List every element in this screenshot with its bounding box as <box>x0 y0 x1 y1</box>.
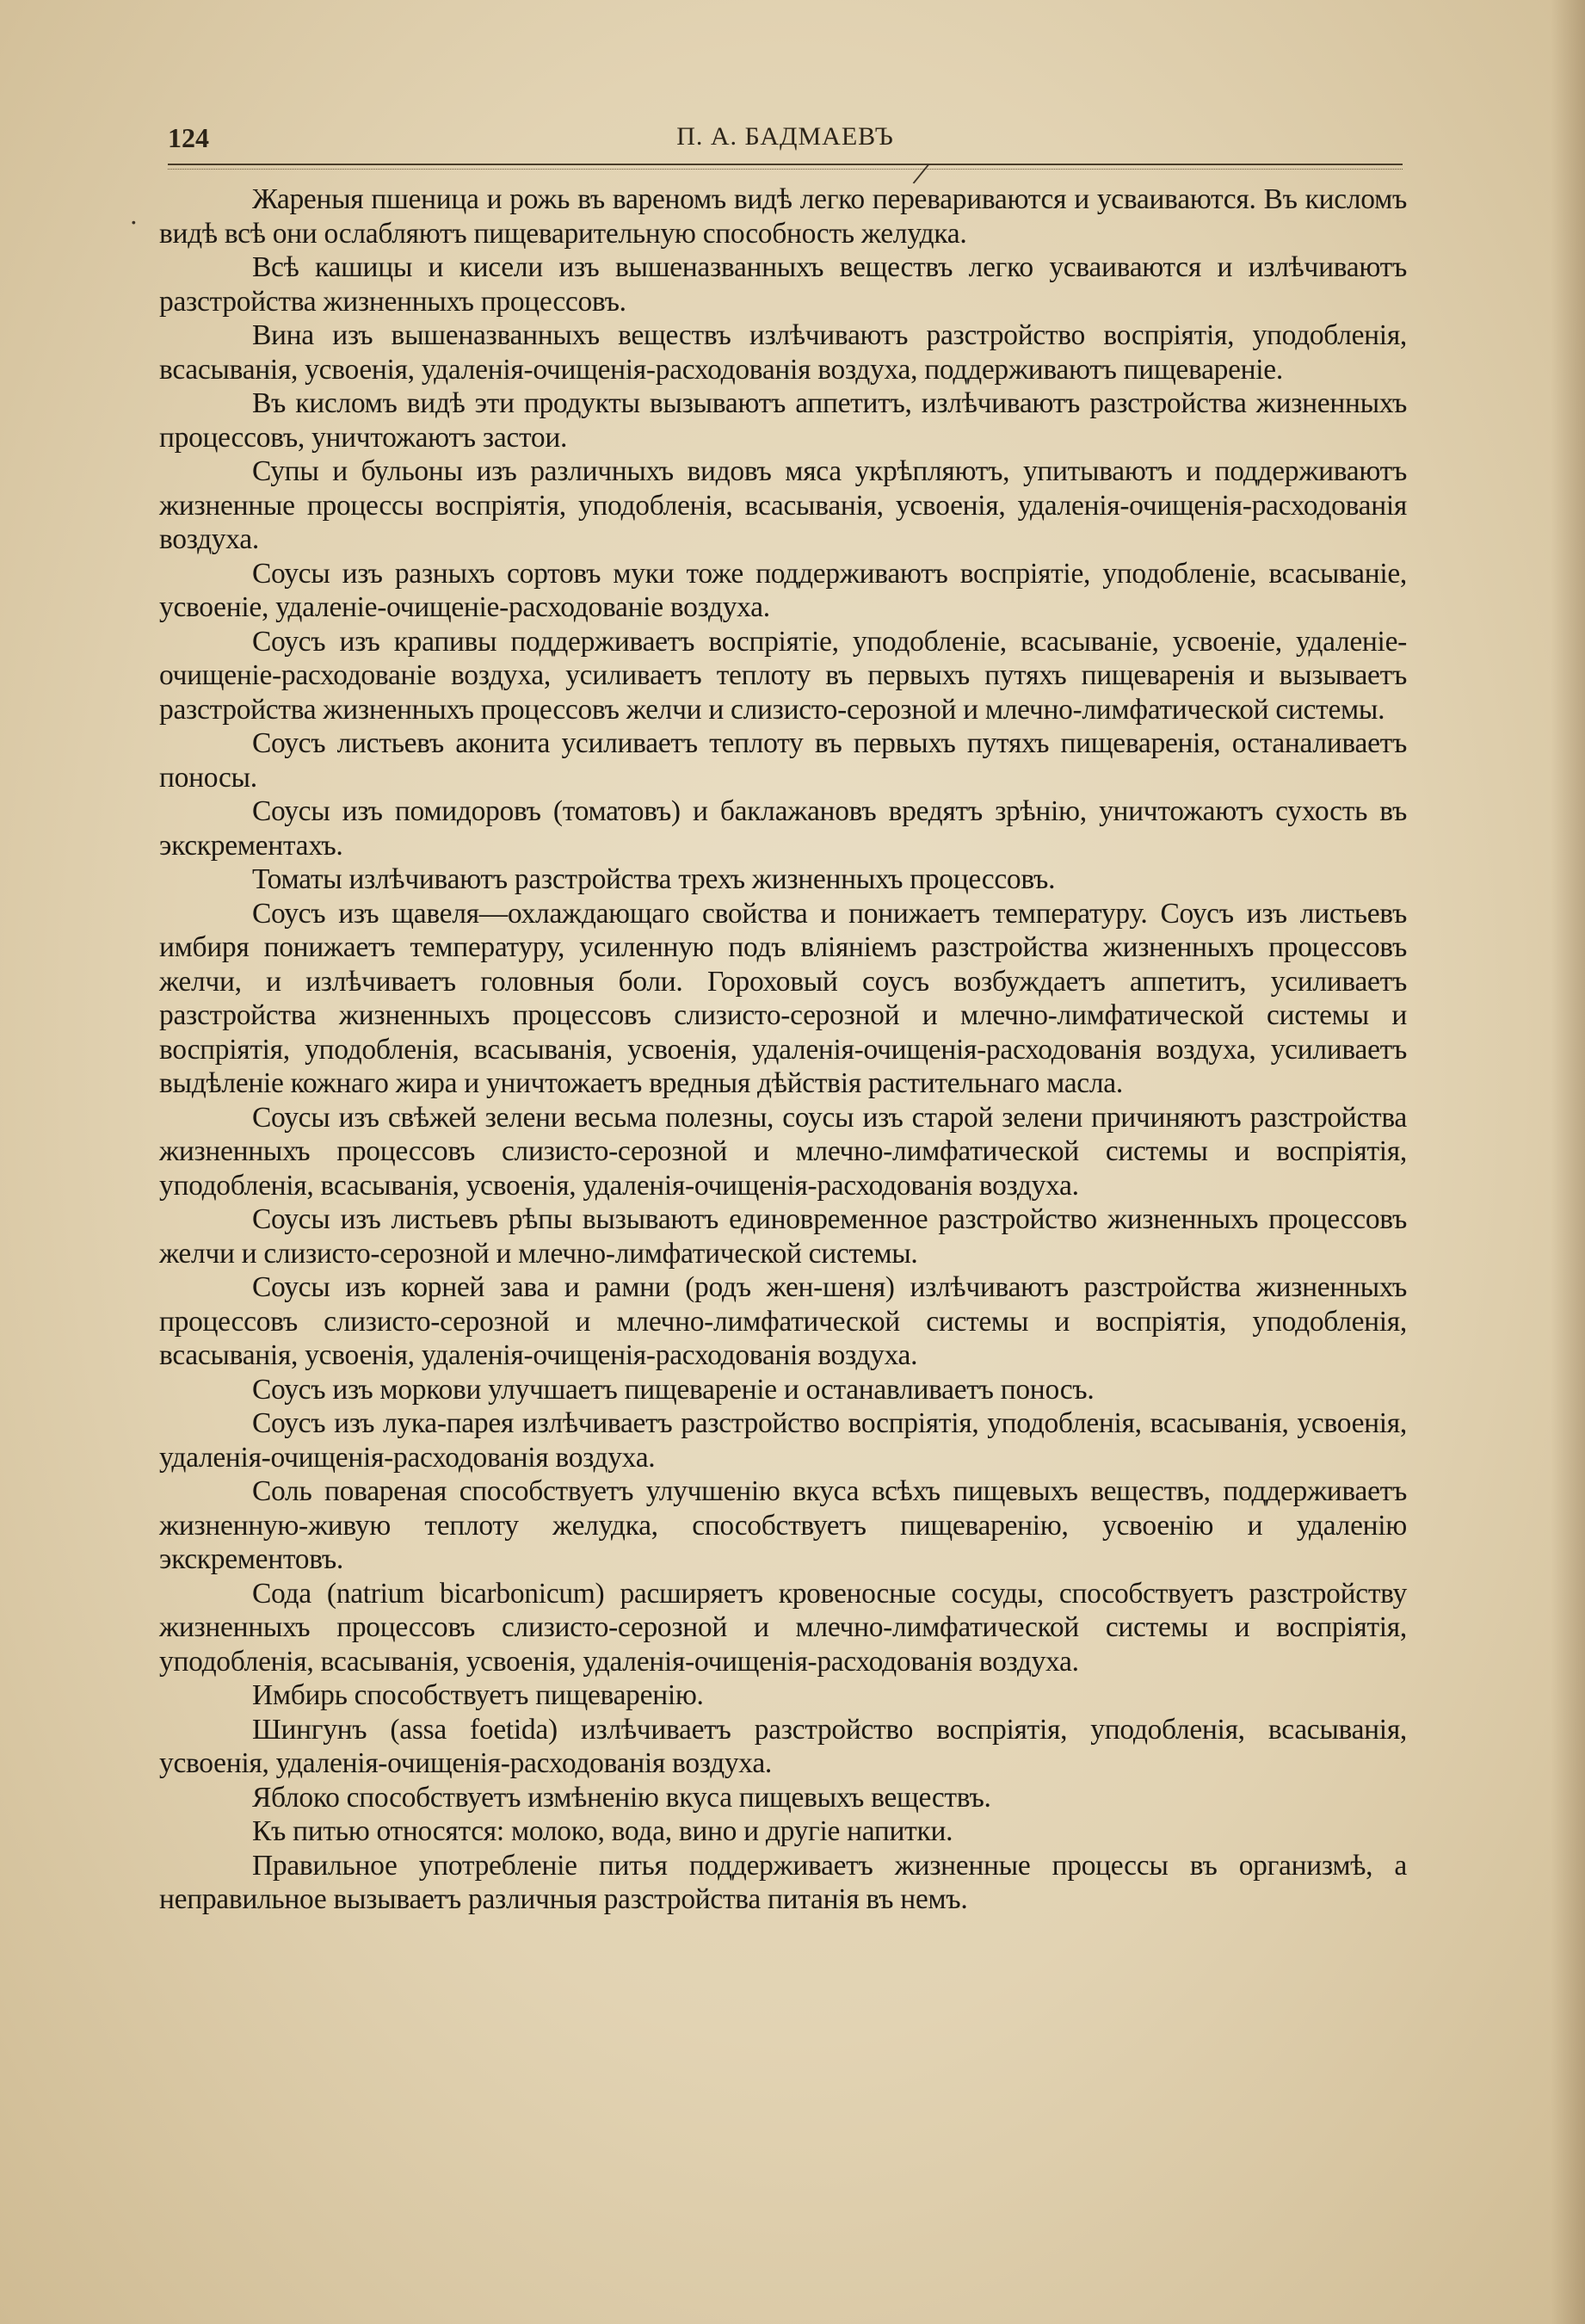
paragraph: Соль повареная способствуетъ улучшенію вкуса всѣхъ пищевыхъ веществъ, поддерживаетъ жизненную-живую теплоту желудка, способствуетъ пищеваренію, усвоенію и удаленію экскрементовъ. <box>159 1475 1407 1575</box>
pencil-mark: / <box>910 153 933 194</box>
paragraph: Соусъ изъ щавеля—охлаждающаго свойства и понижаетъ температуру. Соусъ изъ листьевъ имбиря понижаетъ температуру, усиленную подъ вліяніемъ разстройства жизненныхъ процессовъ желчи, и излѣчиваетъ головныя боли. Гороховый соусъ возбуждаетъ аппетитъ, усиливаетъ разстройства жизненныхъ процессовъ слизисто-серозной и млечно-лимфатической системы и воспріятія, уподобленія, всасыванія, усвоенія, удаленія-очищенія-расходованія воздуха, усиливаетъ выдѣленіе кожнаго жира и уничтожаетъ вредныя дѣйствія растительнаго масла. <box>159 897 1407 1099</box>
paragraph: Соусъ листьевъ аконита усиливаетъ теплоту въ первыхъ путяхъ пищеваренія, останаливаетъ поносы. <box>159 727 1407 794</box>
paragraph: Сода (natrium bicarbonicum) расширяетъ кровеносные сосуды, способствуетъ разстройству жизненныхъ процессовъ слизисто-серозной и млечно-лимфатической системы и воспріятія, уподобленія, всасыванія, усвоенія, удаленія-очищенія-расходованія воздуха. <box>159 1577 1407 1678</box>
paragraph: Соусы изъ разныхъ сортовъ муки тоже поддерживаютъ воспріятіе, уподобленіе, всасываніе, усвоеніе, удаленіе-очищеніе-расходованіе воздуха. <box>159 557 1407 623</box>
paragraph: Къ питью относятся: молоко, вода, вино и другіе напитки. <box>252 1815 953 1847</box>
paragraph: Имбирь способствуетъ пищеваренію. <box>252 1679 704 1711</box>
paragraph: Всѣ кашицы и кисели изъ вышеназванныхъ веществъ легко усваиваются и излѣчиваютъ разстройства жизненныхъ процессовъ. <box>159 251 1407 318</box>
paragraph: Вина изъ вышеназванныхъ веществъ излѣчиваютъ разстройство воспріятія, уподобленія, всасыванія, усвоенія, удаленія-очищенія-расходованія воздуха, поддерживаютъ пищевареніе. <box>159 319 1407 386</box>
page-number: 124 <box>168 122 209 153</box>
paragraph: Соусы изъ помидоровъ (томатовъ) и баклажановъ вредятъ зрѣнію, уничтожаютъ сухость въ экскрементахъ. <box>159 795 1407 862</box>
paragraph: Соусы изъ свѣжей зелени весьма полезны, соусы изъ старой зелени причиняютъ разстройства жизненныхъ процессовъ слизисто-серозной и млечно-лимфатической системы и воспріятія, уподобленія, всасыванія, усвоенія, удаленія-очищенія-расходованія воздуха. <box>159 1101 1407 1202</box>
paragraph: Яблоко способствуетъ измѣненію вкуса пищевыхъ веществъ. <box>252 1781 991 1814</box>
page-header <box>168 122 1403 160</box>
header-rule <box>168 164 1403 165</box>
header-rule-dotted <box>168 169 1403 170</box>
running-head: П. А. БАДМАЕВЪ <box>676 122 894 151</box>
paragraph: Шингунъ (assa foetida) излѣчиваетъ разстройство воспріятія, уподобленія, всасыванія, усвоенія, удаленія-очищенія-расходованія воздуха. <box>159 1713 1407 1779</box>
paragraph: Правильное употребленіе питья поддерживаетъ жизненные процессы въ организмѣ, а неправильное вызываетъ различныя разстройства питанія въ немъ. <box>159 1849 1407 1915</box>
paragraph: Соусъ изъ моркови улучшаетъ пищевареніе и останавливаетъ поносъ. <box>252 1373 1095 1406</box>
paragraph: Соусъ изъ крапивы поддерживаетъ воспріятіе, уподобленіе, всасываніе, усвоеніе, удаленіе-очищеніе-расходованіе воздуха, усиливаетъ теплоту въ первыхъ путяхъ пищеваренія и вызываетъ разстройства жизненныхъ процессовъ желчи и слизисто-серозной и млечно-лимфатической системы. <box>159 625 1407 726</box>
paragraph: Супы и бульоны изъ различныхъ видовъ мяса укрѣпляютъ, упитываютъ и поддерживаютъ жизненные процессы воспріятія, уподобленія, всасыванія, усвоенія, удаленія-очищенія-расходованія воздуха. <box>159 455 1407 555</box>
body-text <box>159 182 1407 1917</box>
paragraph: Соусы изъ листьевъ рѣпы вызываютъ единовременное разстройство жизненныхъ процессовъ желчи и слизисто-серозной и млечно-лимфатической системы. <box>159 1203 1407 1270</box>
paragraph: Соусы изъ корней зава и рамни (родъ жен-шеня) излѣчиваютъ разстройства жизненныхъ процессовъ слизисто-серозной и млечно-лимфатической системы и воспріятія, уподобленія, всасыванія, усвоенія, удаленія-очищенія-расходованія воздуха. <box>159 1271 1407 1371</box>
paragraph: Соусъ изъ лука-парея излѣчиваетъ разстройство воспріятія, уподобленія, всасыванія, усвоенія, удаленія-очищенія-расходованія воздуха. <box>159 1407 1407 1474</box>
paragraph: Жареныя пшеница и рожь въ вареномъ видѣ легко перевариваются и усваиваются. Въ кисломъ видѣ всѣ они ослабляютъ пищеварительную способность желудка. <box>159 183 1407 250</box>
paragraph: Томаты излѣчиваютъ разстройства трехъ жизненныхъ процессовъ. <box>252 863 1056 895</box>
margin-dot-mark: · <box>129 207 139 238</box>
paragraph: Въ кисломъ видѣ эти продукты вызываютъ аппетитъ, излѣчиваютъ разстройства жизненныхъ процессовъ, уничтожаютъ застои. <box>159 387 1407 454</box>
